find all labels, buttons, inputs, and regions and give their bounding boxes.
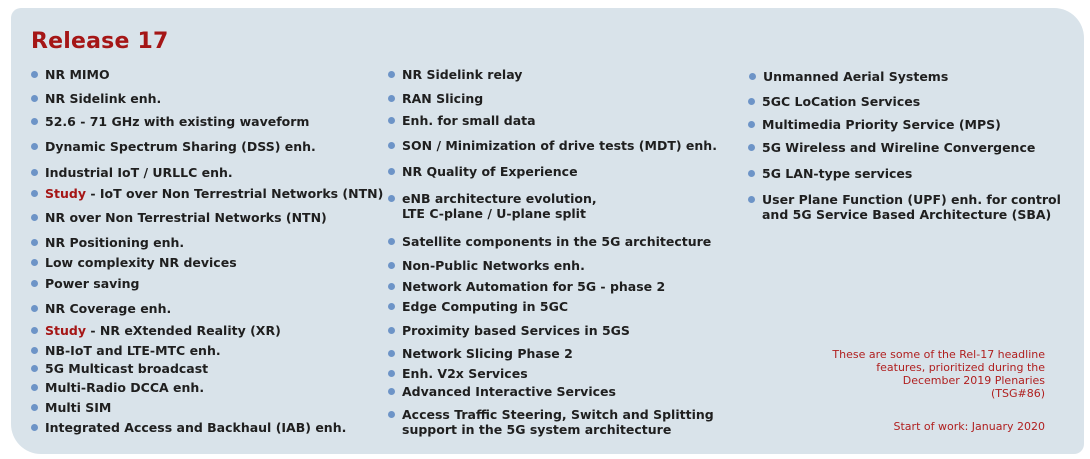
- list-item: Edge Computing in 5GC: [402, 299, 568, 314]
- bullet-icon: [748, 144, 755, 151]
- bullet-icon: [388, 142, 395, 149]
- bullet-icon: [388, 370, 395, 377]
- bullet-icon: [31, 118, 38, 125]
- bullet-icon: [749, 73, 756, 80]
- list-item: NR Sidelink relay: [402, 67, 522, 82]
- list-item: 5G Multicast broadcast: [45, 361, 208, 376]
- bullet-icon: [31, 95, 38, 102]
- bullet-icon: [388, 117, 395, 124]
- list-item: 5GC LoCation Services: [762, 94, 920, 109]
- list-item: Power saving: [45, 276, 139, 291]
- list-item: Low complexity NR devices: [45, 255, 237, 270]
- list-item: Study - IoT over Non Terrestrial Networks (NTN): [45, 186, 383, 201]
- bullet-icon: [31, 327, 38, 334]
- bullet-icon: [748, 170, 755, 177]
- note-line: features, prioritized during the: [876, 361, 1045, 374]
- list-item: eNB architecture evolution, LTE C-plane / U-plane split: [402, 191, 597, 221]
- note-line: (TSG#86): [990, 387, 1045, 400]
- list-item: Enh. V2x Services: [402, 366, 528, 381]
- bullet-icon: [31, 384, 38, 391]
- list-item: Advanced Interactive Services: [402, 384, 616, 399]
- bullet-icon: [388, 95, 395, 102]
- bullet-icon: [388, 411, 395, 418]
- list-item: SON / Minimization of drive tests (MDT) enh.: [402, 138, 717, 153]
- bullet-icon: [31, 214, 38, 221]
- list-item: Network Slicing Phase 2: [402, 346, 573, 361]
- page-title: Release 17: [31, 29, 169, 54]
- bullet-icon: [31, 143, 38, 150]
- list-item: 52.6 - 71 GHz with existing waveform: [45, 114, 309, 129]
- list-item: NR MIMO: [45, 67, 110, 82]
- headline-note: [805, 348, 1045, 400]
- list-item: Multimedia Priority Service (MPS): [762, 117, 1001, 132]
- list-item: NR over Non Terrestrial Networks (NTN): [45, 210, 327, 225]
- list-item: NR Coverage enh.: [45, 301, 171, 316]
- list-item: User Plane Function (UPF) enh. for control and 5G Service Based Architecture (SBA): [762, 192, 1061, 222]
- list-item: Study - NR eXtended Reality (XR): [45, 323, 281, 338]
- list-item: RAN Slicing: [402, 91, 483, 106]
- bullet-icon: [388, 71, 395, 78]
- bullet-icon: [388, 283, 395, 290]
- note-line: These are some of the Rel-17 headline: [832, 348, 1045, 361]
- bullet-icon: [388, 327, 395, 334]
- bullet-icon: [388, 238, 395, 245]
- bullet-icon: [388, 168, 395, 175]
- bullet-icon: [388, 262, 395, 269]
- list-item: 5G LAN-type services: [762, 166, 912, 181]
- bullet-icon: [388, 303, 395, 310]
- list-item: Network Automation for 5G - phase 2: [402, 279, 665, 294]
- list-item: Non-Public Networks enh.: [402, 258, 585, 273]
- list-item: NB-IoT and LTE-MTC enh.: [45, 343, 221, 358]
- study-label: Study: [45, 323, 86, 338]
- bullet-icon: [31, 71, 38, 78]
- bullet-icon: [31, 280, 38, 287]
- bullet-icon: [31, 169, 38, 176]
- bullet-icon: [31, 365, 38, 372]
- bullet-icon: [388, 195, 395, 202]
- list-item: NR Positioning enh.: [45, 235, 184, 250]
- note-line: December 2019 Plenaries: [902, 374, 1045, 387]
- list-item: Multi SIM: [45, 400, 111, 415]
- bullet-icon: [31, 190, 38, 197]
- list-item: Integrated Access and Backhaul (IAB) enh.: [45, 420, 346, 435]
- list-item: NR Quality of Experience: [402, 164, 578, 179]
- release-panel: [11, 8, 1084, 454]
- bullet-icon: [31, 424, 38, 431]
- bullet-icon: [31, 259, 38, 266]
- list-item: Industrial IoT / URLLC enh.: [45, 165, 233, 180]
- list-item: Multi-Radio DCCA enh.: [45, 380, 204, 395]
- list-item: NR Sidelink enh.: [45, 91, 161, 106]
- bullet-icon: [388, 388, 395, 395]
- bullet-icon: [748, 98, 755, 105]
- bullet-icon: [388, 350, 395, 357]
- bullet-icon: [748, 121, 755, 128]
- list-item: Unmanned Aerial Systems: [763, 69, 948, 84]
- list-item: Dynamic Spectrum Sharing (DSS) enh.: [45, 139, 316, 154]
- list-item: Enh. for small data: [402, 113, 536, 128]
- bullet-icon: [748, 196, 755, 203]
- bullet-icon: [31, 404, 38, 411]
- bullet-icon: [31, 305, 38, 312]
- study-label: Study: [45, 186, 86, 201]
- list-item: 5G Wireless and Wireline Convergence: [762, 140, 1035, 155]
- list-item: Access Traffic Steering, Switch and Splitting support in the 5G system architecture: [402, 407, 714, 437]
- list-item: Proximity based Services in 5GS: [402, 323, 630, 338]
- bullet-icon: [31, 239, 38, 246]
- start-of-work: Start of work: January 2020: [893, 420, 1045, 433]
- bullet-icon: [31, 347, 38, 354]
- list-item: Satellite components in the 5G architecture: [402, 234, 711, 249]
